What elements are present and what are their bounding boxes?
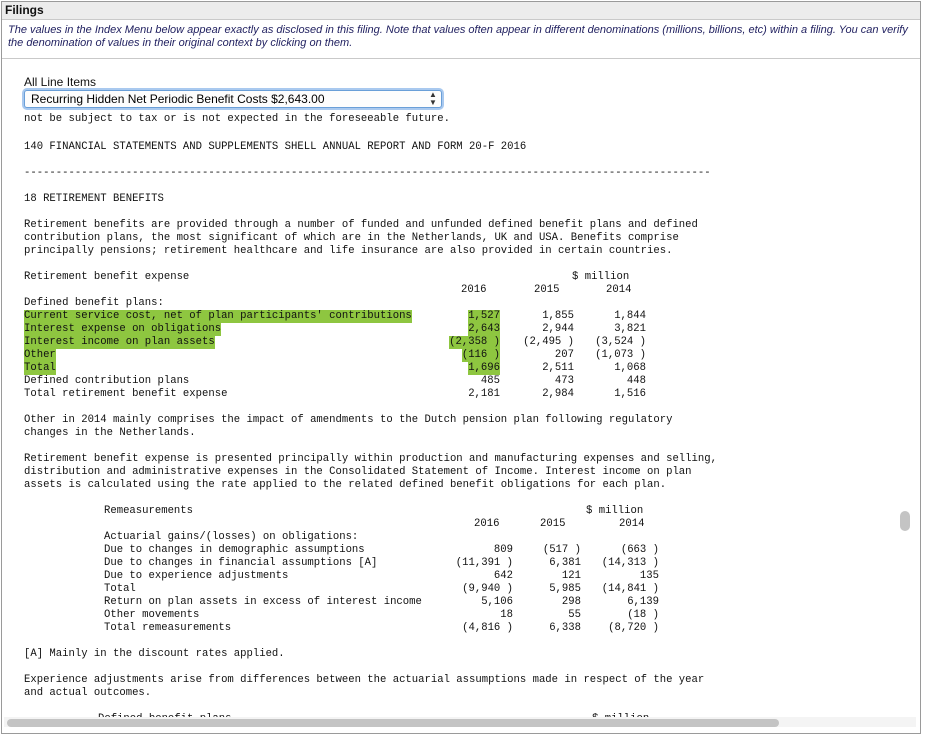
para-line: changes in the Netherlands. [24,427,196,439]
table1-cell-2016: (116 ) [461,349,500,361]
table1-unit: $ million [572,271,630,283]
intro-line: contribution plans, the most significant of which are in the Netherlands, UK and USA. Benefits comprise [24,232,679,244]
index-menu [2,59,920,117]
table1-cell-2015: 2,944 [542,323,574,335]
table1-row-label: Defined contribution plans [24,375,190,387]
table2-cell-2015: 6,381 [549,557,581,569]
table2-cell-2014: 6,139 [627,596,659,608]
table1-row-label: Total retirement benefit expense [24,388,228,400]
table2-group: Actuarial gains/(losses) on obligations: [104,531,359,543]
table1-cell-2016: 1,527 [468,310,500,322]
table2-cell-2016: 5,106 [481,596,513,608]
table2-row-label: Due to changes in financial assumptions [A] [104,557,378,569]
table2-cell-2016: 642 [493,570,513,582]
denomination-note: The values in the Index Menu below appear exactly as disclosed in this filing. Note that values often appear in different denominations (millions, billions, etc) within a filing. You can verify the denomination of values in their original context by clicking on them. [2,20,920,59]
table2-row-label: Return on plan assets in excess of interest income [104,596,422,608]
page-header: 140 FINANCIAL STATEMENTS AND SUPPLEMENTS SHELL ANNUAL REPORT AND FORM 20-F 2016 [24,141,527,153]
table2-cell-2016: (4,816 ) [462,622,513,634]
table2-year-2016: 2016 [474,518,500,530]
table2-row-label: Due to changes in demographic assumptions [104,544,365,556]
cut-text-top: not be subject to tax or is not expected in the foreseeable future. [24,113,450,125]
para-line: Other in 2014 mainly comprises the impact of amendments to the Dutch pension plan following regulatory [24,414,673,426]
vertical-scrollbar-thumb[interactable] [900,511,910,531]
table2-cell-2014: (14,841 ) [601,583,659,595]
table1-cell-2014: (3,524 ) [595,336,646,348]
line-item-select[interactable] [24,90,442,108]
table1-cell-2014: 1,068 [614,362,646,374]
table1-cell-2015: 2,984 [542,388,574,400]
table1-cell-2015: 473 [554,375,574,387]
table2-cell-2014: (8,720 ) [608,622,659,634]
table1-cell-2016: 1,696 [468,362,500,374]
table2-cell-2015: 5,985 [549,583,581,595]
panel-title: Filings [2,2,920,20]
table1-year-2015: 2015 [534,284,560,296]
table1-cell-2014: 1,844 [614,310,646,322]
table1-year-2016: 2016 [461,284,487,296]
select-arrows-icon: ▲ ▼ [429,90,437,107]
table1-row-label: Interest expense on obligations [24,323,222,335]
table1-row-label: Current service cost, net of plan participants' contributions [24,310,412,322]
horizontal-scrollbar-thumb[interactable] [7,719,779,727]
table2-row-label: Total remeasurements [104,622,232,634]
table2-cell-2015: 298 [561,596,581,608]
table2-cell-2015: 121 [561,570,581,582]
table2-row-label: Total [104,583,136,595]
table2-cell-2016: 809 [493,544,513,556]
para-line: assets is calculated using the rate applied to the related defined benefit obligations for each plan. [24,479,667,491]
para-line: Experience adjustments arise from differences between the actuarial assumptions made in respect of the year [24,674,705,686]
table2-cell-2014: (663 ) [620,544,659,556]
table2-cell-2014: 135 [639,570,659,582]
table1-cell-2015: 1,855 [542,310,574,322]
footnote: [A] Mainly in the discount rates applied. [24,648,285,660]
para-line: Retirement benefit expense is presented principally within production and manufacturing expenses and selling, [24,453,717,465]
table2-row-label: Due to experience adjustments [104,570,289,582]
table2-cell-2015: 6,338 [549,622,581,634]
filings-panel [1,1,921,734]
para-line: and actual outcomes. [24,687,152,699]
para-line: distribution and administrative expenses in the Consolidated Statement of Income. Interest income on plan [24,466,692,478]
table1-cell-2014: 3,821 [614,323,646,335]
table2-cell-2016: (9,940 ) [462,583,513,595]
table2-row-label: Other movements [104,609,200,621]
table2-unit: $ million [586,505,644,517]
table1-cell-2015: 2,511 [542,362,574,374]
table1-cell-2015: 207 [554,349,574,361]
table1-cell-2016: 2,181 [468,388,500,400]
table2-cell-2014: (14,313 ) [601,557,659,569]
table2-year-2014: 2014 [619,518,645,530]
table1-row-label: Interest income on plan assets [24,336,215,348]
table2-cell-2014: (18 ) [627,609,659,621]
table1-year-2014: 2014 [606,284,632,296]
table1-cell-2015: (2,495 ) [523,336,574,348]
table1-cell-2016: 485 [480,375,500,387]
section-title: 18 RETIREMENT BENEFITS [24,193,164,205]
menu-label: All Line Items [24,75,97,89]
table1-title: Retirement benefit expense [24,271,190,283]
table1-cell-2016: (2,358 ) [449,336,500,348]
table2-cell-2015: 55 [568,609,581,621]
table1-group: Defined benefit plans: [24,297,164,309]
table2-title: Remeasurements [104,505,194,517]
intro-line: Retirement benefits are provided through a number of funded and unfunded defined benefit plans and defined [24,219,698,231]
table1-cell-2014: 448 [626,375,646,387]
table1-cell-2014: 1,516 [614,388,646,400]
document-view[interactable] [2,113,906,717]
intro-line: principally pensions; retirement healthcare and life insurance are also provided in certain countries. [24,245,673,257]
table2-cell-2016: (11,391 ) [455,557,513,569]
table2-year-2015: 2015 [540,518,566,530]
selected-line-item: Recurring Hidden Net Periodic Benefit Costs $2,643.00 [31,92,325,106]
table1-row-label: Total [24,362,56,374]
table2-cell-2016: 18 [500,609,513,621]
divider: ------------------------------------------------------------------------------------------------------------ [24,167,711,179]
table1-row-label: Other [24,349,56,361]
table2-cell-2015: (517 ) [542,544,581,556]
table1-cell-2016: 2,643 [468,323,500,335]
table1-cell-2014: (1,073 ) [595,349,646,361]
